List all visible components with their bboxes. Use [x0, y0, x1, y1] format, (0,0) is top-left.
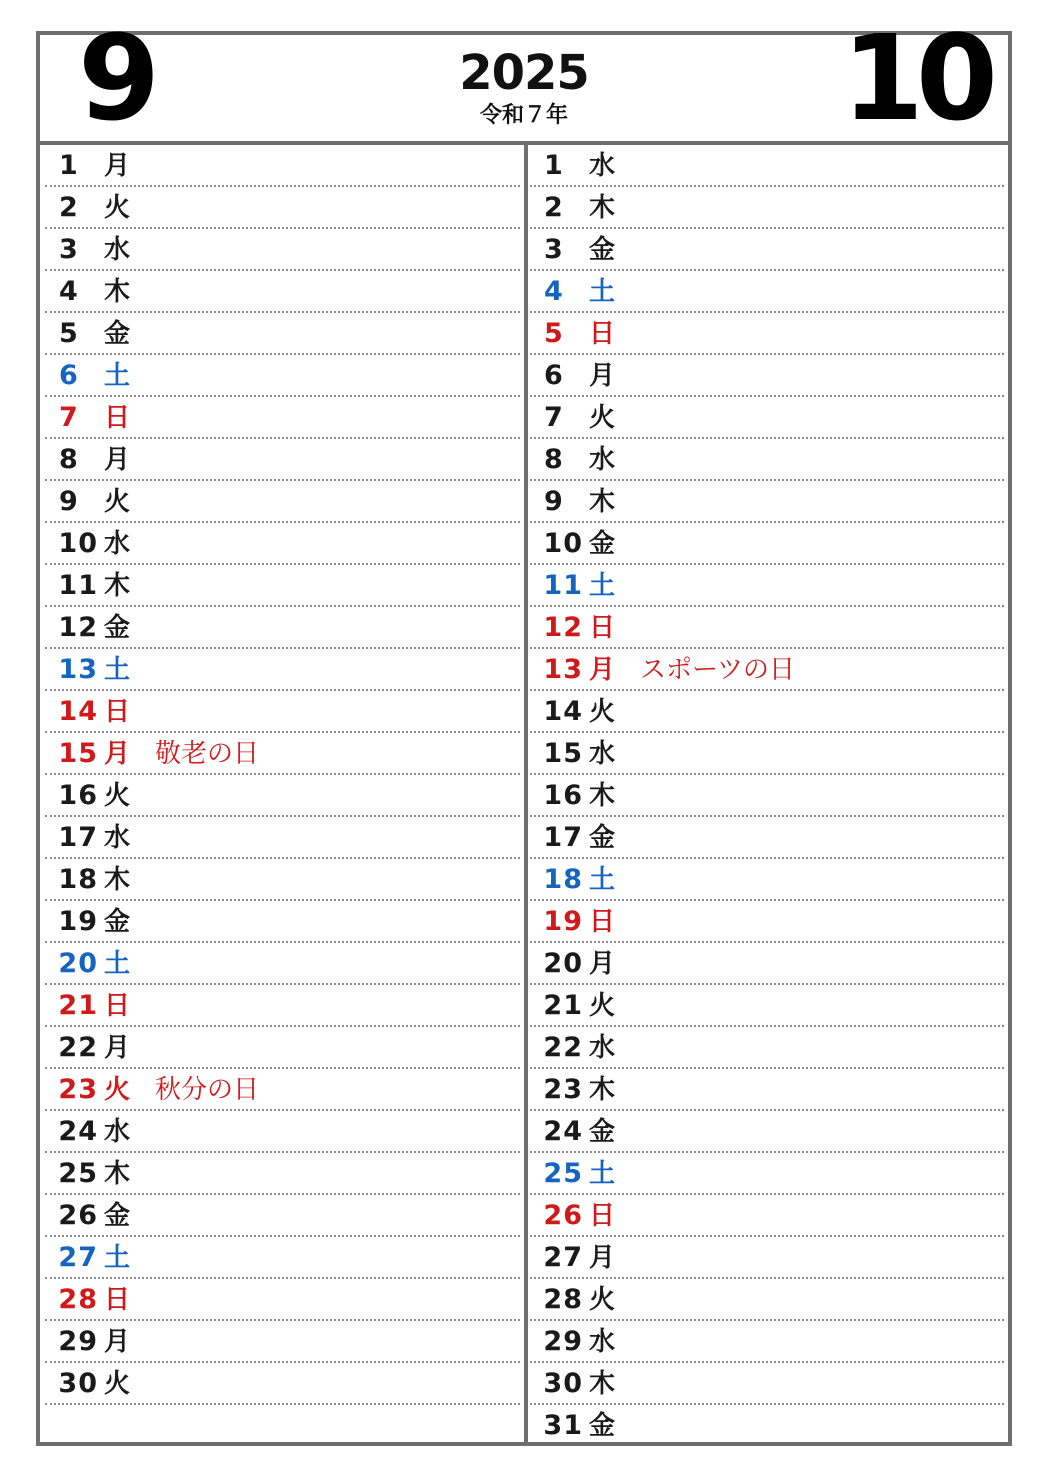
day-row [45, 229, 520, 271]
day-row [530, 1279, 1004, 1321]
day-row [530, 1195, 1004, 1237]
day-of-week: 火 [104, 781, 131, 811]
day-of-week: 土 [104, 949, 131, 979]
day-number: 7 [544, 402, 564, 433]
day-row [45, 985, 520, 1027]
day-row [530, 649, 1004, 691]
day-of-week: 月 [589, 1243, 616, 1273]
day-row [45, 607, 520, 649]
day-of-week: 水 [589, 739, 616, 769]
day-of-week: 金 [589, 529, 616, 559]
day-row [530, 1153, 1004, 1195]
day-number: 29 [58, 1326, 98, 1357]
day-row [530, 397, 1004, 439]
day-row [45, 523, 520, 565]
day-row [530, 901, 1004, 943]
holiday-name: スポーツの日 [640, 655, 795, 685]
day-row [45, 481, 520, 523]
day-of-week: 月 [104, 151, 131, 181]
day-of-week: 水 [589, 1033, 616, 1063]
day-of-week: 木 [104, 865, 131, 895]
day-number: 11 [543, 570, 583, 601]
day-row [45, 1153, 520, 1195]
day-number: 12 [543, 612, 583, 643]
day-of-week: 土 [589, 865, 616, 895]
day-of-week: 金 [589, 1411, 616, 1441]
day-of-week: 金 [104, 613, 131, 643]
day-number: 8 [59, 444, 79, 475]
day-number: 30 [58, 1368, 98, 1399]
day-of-week: 月 [104, 445, 131, 475]
day-number: 30 [543, 1368, 583, 1399]
october-column [530, 145, 1004, 1447]
day-of-week: 水 [589, 445, 616, 475]
day-of-week: 土 [589, 1159, 616, 1189]
day-row [530, 733, 1004, 775]
day-row [530, 187, 1004, 229]
day-of-week: 水 [589, 151, 616, 181]
day-row [45, 859, 520, 901]
day-row [530, 1405, 1004, 1447]
day-of-week: 火 [104, 1369, 131, 1399]
day-of-week: 火 [104, 193, 131, 223]
day-of-week: 金 [589, 823, 616, 853]
day-row [530, 985, 1004, 1027]
holiday-name: 敬老の日 [155, 739, 260, 769]
day-row [530, 1237, 1004, 1279]
day-number: 26 [58, 1200, 98, 1231]
day-row [45, 439, 520, 481]
day-number: 14 [58, 696, 98, 727]
day-of-week: 金 [589, 1117, 616, 1147]
day-number: 19 [543, 906, 583, 937]
day-of-week: 日 [589, 1201, 616, 1231]
day-row [530, 1321, 1004, 1363]
day-of-week: 金 [104, 319, 131, 349]
day-row [530, 271, 1004, 313]
day-of-week: 日 [589, 319, 616, 349]
day-number: 9 [544, 486, 564, 517]
day-of-week: 日 [104, 403, 131, 433]
day-of-week: 日 [104, 1285, 131, 1315]
day-number: 16 [58, 780, 98, 811]
day-number: 25 [543, 1158, 583, 1189]
day-row [45, 1279, 520, 1321]
day-row [45, 355, 520, 397]
day-number: 8 [544, 444, 564, 475]
day-row [45, 145, 520, 187]
day-of-week: 火 [589, 1285, 616, 1315]
day-of-week: 土 [104, 1243, 131, 1273]
day-number: 23 [58, 1074, 98, 1105]
day-row [45, 649, 520, 691]
day-of-week: 木 [104, 1159, 131, 1189]
day-number: 5 [59, 318, 79, 349]
day-of-week: 土 [589, 277, 616, 307]
day-row [530, 607, 1004, 649]
day-number: 24 [58, 1116, 98, 1147]
day-row [45, 1363, 520, 1405]
day-number: 25 [58, 1158, 98, 1189]
day-of-week: 土 [104, 655, 131, 685]
left-month-number: 9 [78, 9, 159, 147]
day-of-week: 月 [589, 361, 616, 391]
day-number: 2 [59, 192, 79, 223]
day-of-week: 水 [104, 235, 131, 265]
era-label: 令和７年 [479, 103, 568, 128]
day-number: 18 [543, 864, 583, 895]
day-of-week: 火 [589, 991, 616, 1021]
day-number: 3 [59, 234, 79, 265]
day-row [45, 901, 520, 943]
day-of-week: 木 [589, 487, 616, 517]
day-number: 24 [543, 1116, 583, 1147]
september-column [45, 145, 520, 1447]
day-row [530, 355, 1004, 397]
year-label: 2025 [459, 45, 589, 101]
day-of-week: 土 [104, 361, 131, 391]
day-number: 17 [58, 822, 98, 853]
day-row [530, 1363, 1004, 1405]
day-row [530, 1027, 1004, 1069]
calendar-header [40, 9, 1008, 147]
day-of-week: 水 [104, 529, 131, 559]
day-row [45, 1111, 520, 1153]
calendar-frame [36, 9, 1012, 1446]
day-row [45, 397, 520, 439]
day-row [530, 691, 1004, 733]
day-number: 1 [59, 150, 79, 181]
day-number: 10 [543, 528, 583, 559]
day-number: 6 [544, 360, 564, 391]
day-number: 9 [59, 486, 79, 517]
day-number: 13 [543, 654, 583, 685]
day-of-week: 月 [104, 1327, 131, 1357]
day-of-week: 金 [589, 235, 616, 265]
day-row [530, 1069, 1004, 1111]
day-number: 15 [543, 738, 583, 769]
day-number: 23 [543, 1074, 583, 1105]
day-row [45, 817, 520, 859]
day-row [530, 565, 1004, 607]
day-of-week: 火 [589, 697, 616, 727]
day-row [530, 859, 1004, 901]
day-row [45, 943, 520, 985]
day-of-week: 水 [589, 1327, 616, 1357]
day-number: 6 [59, 360, 79, 391]
day-number: 28 [543, 1284, 583, 1315]
day-number: 18 [58, 864, 98, 895]
day-of-week: 水 [104, 823, 131, 853]
day-number: 5 [544, 318, 564, 349]
day-of-week: 水 [104, 1117, 131, 1147]
day-row [530, 523, 1004, 565]
day-row [45, 313, 520, 355]
day-of-week: 土 [589, 571, 616, 601]
day-row [530, 145, 1004, 187]
day-number: 27 [58, 1242, 98, 1273]
day-number: 22 [543, 1032, 583, 1063]
day-number: 4 [544, 276, 564, 307]
day-row [530, 1111, 1004, 1153]
day-row [45, 1069, 520, 1111]
day-number: 20 [58, 948, 98, 979]
day-of-week: 月 [104, 739, 131, 769]
day-of-week: 木 [589, 781, 616, 811]
day-row [45, 691, 520, 733]
day-number: 26 [543, 1200, 583, 1231]
day-row [530, 313, 1004, 355]
day-of-week: 火 [104, 487, 131, 517]
empty-row [45, 1405, 520, 1447]
day-number: 4 [59, 276, 79, 307]
day-of-week: 木 [589, 1075, 616, 1105]
day-number: 27 [543, 1242, 583, 1273]
day-of-week: 木 [104, 277, 131, 307]
day-of-week: 月 [589, 655, 616, 685]
day-row [45, 775, 520, 817]
day-number: 7 [59, 402, 79, 433]
day-number: 19 [58, 906, 98, 937]
day-number: 14 [543, 696, 583, 727]
day-number: 29 [543, 1326, 583, 1357]
day-number: 13 [58, 654, 98, 685]
day-row [45, 733, 520, 775]
day-number: 16 [543, 780, 583, 811]
day-number: 28 [58, 1284, 98, 1315]
day-row [45, 1027, 520, 1069]
day-number: 31 [543, 1410, 583, 1441]
day-number: 10 [58, 528, 98, 559]
day-number: 15 [58, 738, 98, 769]
day-row [45, 1237, 520, 1279]
holiday-name: 秋分の日 [155, 1075, 260, 1105]
day-number: 20 [543, 948, 583, 979]
day-of-week: 日 [589, 613, 616, 643]
day-row [45, 187, 520, 229]
day-number: 12 [58, 612, 98, 643]
day-row [530, 943, 1004, 985]
day-number: 3 [544, 234, 564, 265]
day-row [45, 271, 520, 313]
day-number: 21 [58, 990, 98, 1021]
day-row [530, 439, 1004, 481]
day-of-week: 月 [589, 949, 616, 979]
day-number: 2 [544, 192, 564, 223]
day-row [530, 775, 1004, 817]
day-number: 21 [543, 990, 583, 1021]
day-of-week: 金 [104, 1201, 131, 1231]
day-of-week: 木 [104, 571, 131, 601]
day-row [530, 229, 1004, 271]
day-row [45, 1195, 520, 1237]
column-divider [524, 145, 528, 1442]
day-row [530, 817, 1004, 859]
right-month-number: 10 [841, 9, 990, 147]
day-of-week: 木 [589, 1369, 616, 1399]
day-of-week: 日 [104, 697, 131, 727]
day-of-week: 金 [104, 907, 131, 937]
day-row [45, 565, 520, 607]
day-number: 1 [544, 150, 564, 181]
day-of-week: 月 [104, 1033, 131, 1063]
day-row [45, 1321, 520, 1363]
day-of-week: 日 [589, 907, 616, 937]
day-number: 11 [58, 570, 98, 601]
day-of-week: 日 [104, 991, 131, 1021]
day-row [530, 481, 1004, 523]
day-of-week: 火 [104, 1075, 131, 1105]
day-of-week: 木 [589, 193, 616, 223]
day-of-week: 火 [589, 403, 616, 433]
day-number: 17 [543, 822, 583, 853]
day-number: 22 [58, 1032, 98, 1063]
